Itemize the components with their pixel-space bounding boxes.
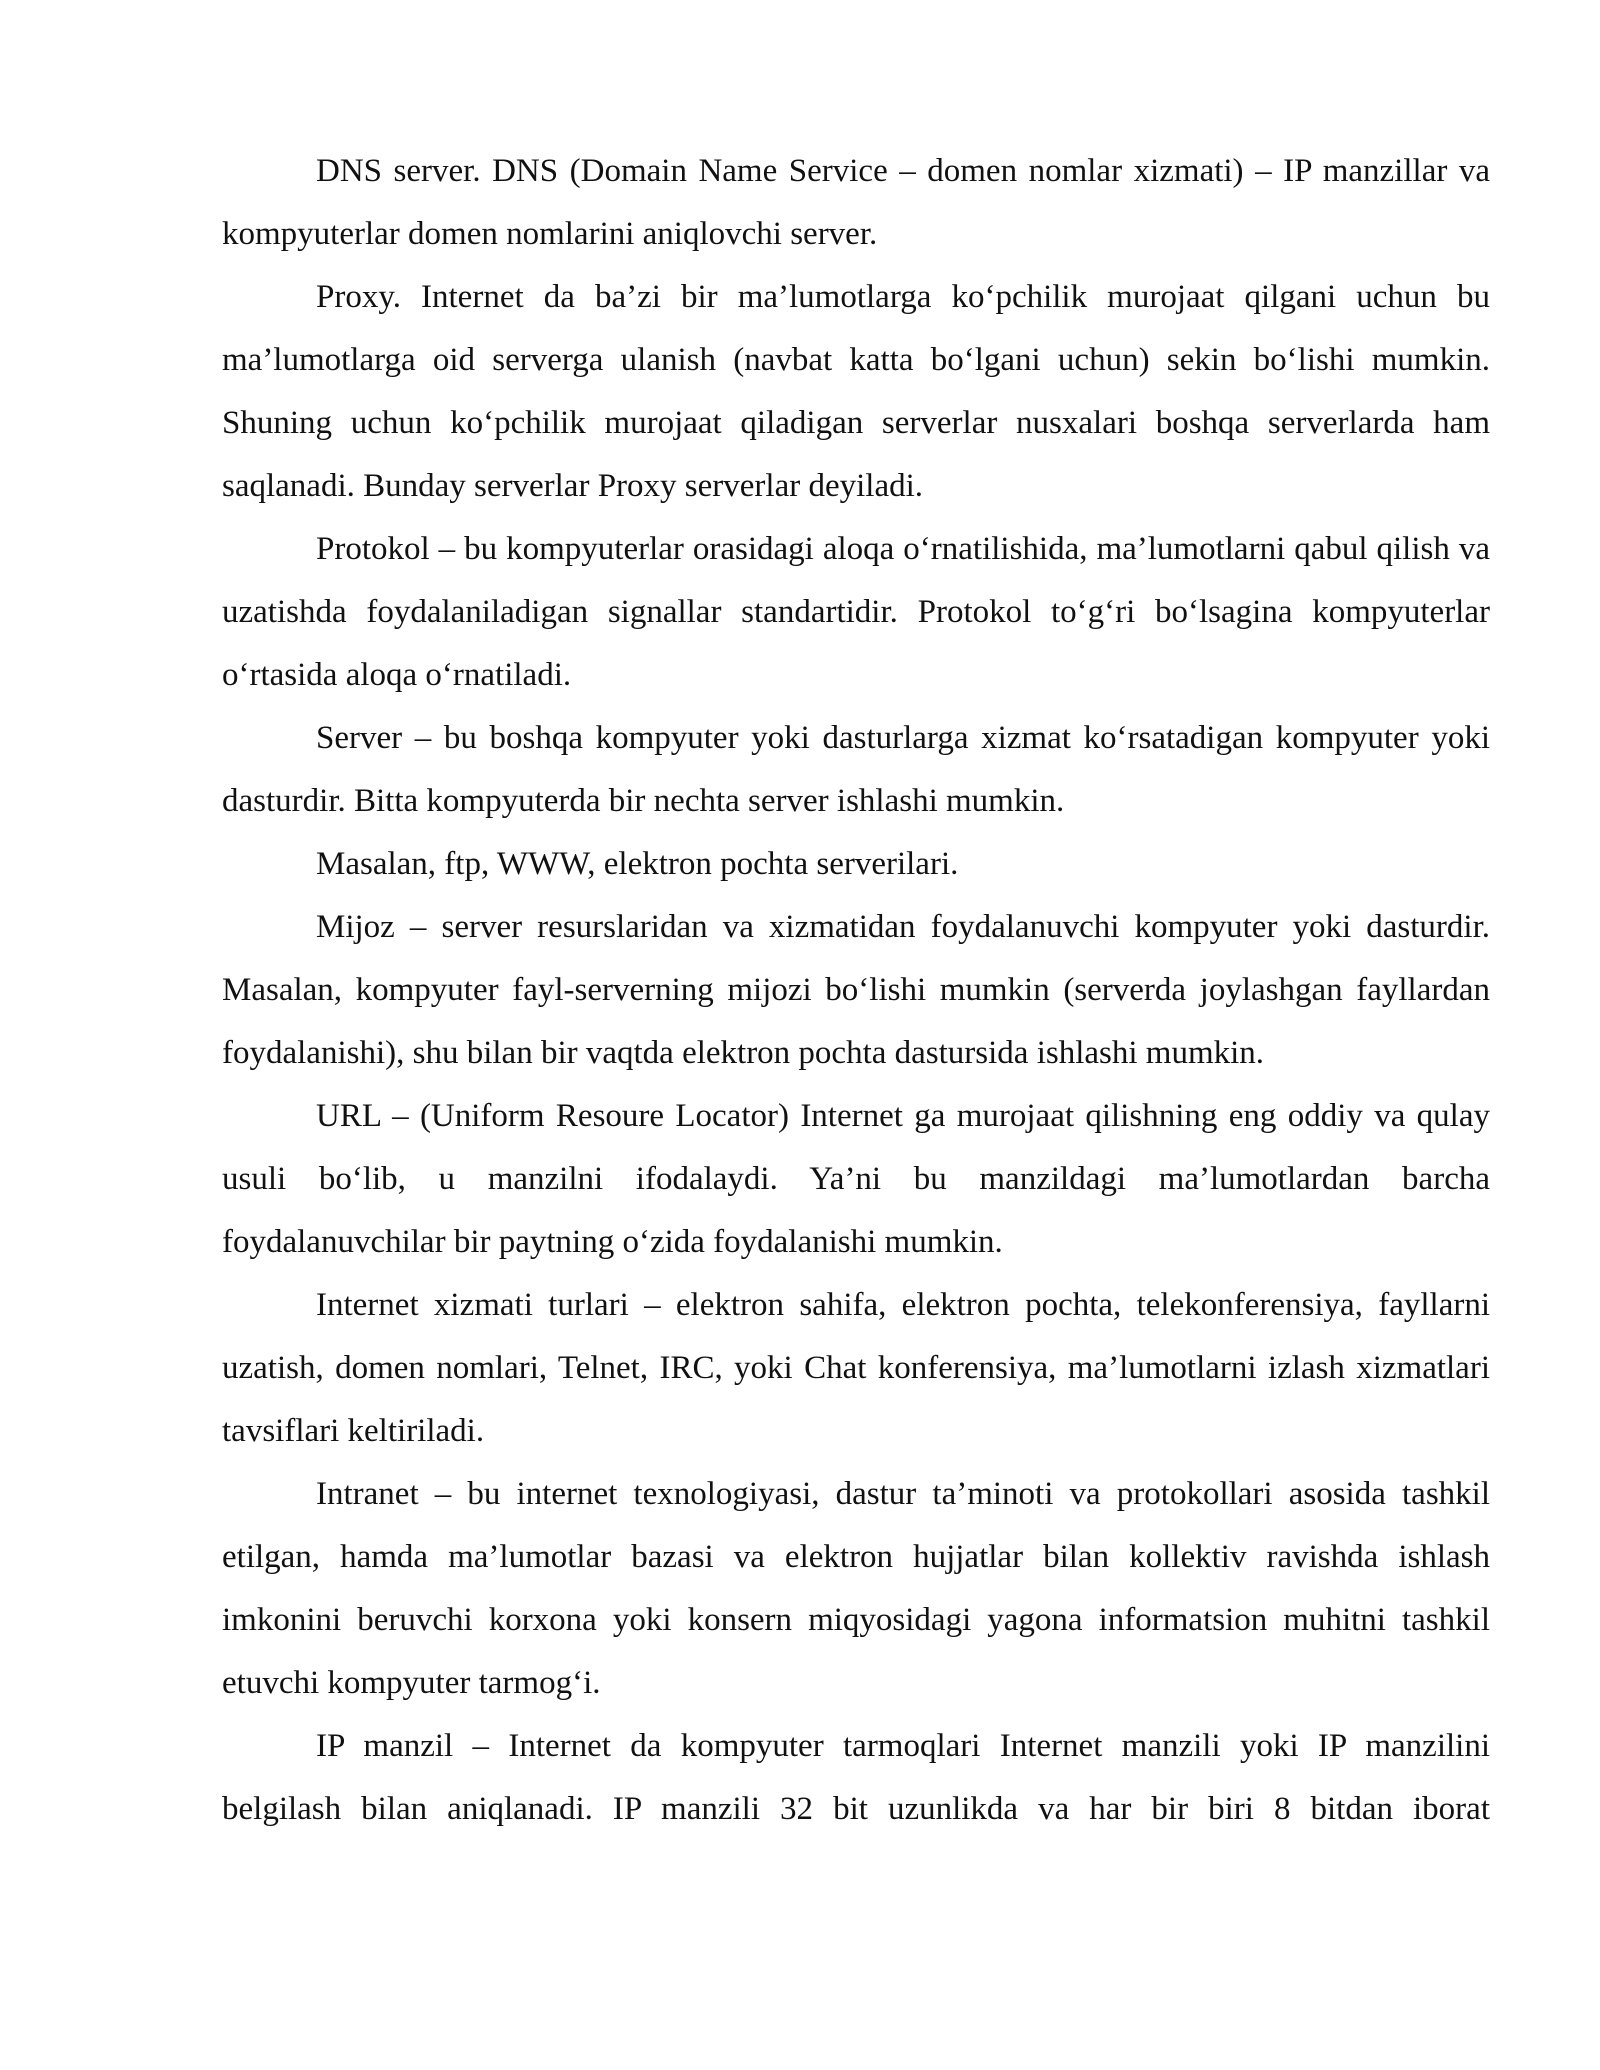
paragraph-server: Server – bu boshqa kompyuter yoki dasturlarga xizmat ko‘rsatadigan kompyuter yoki dasturdir. Bitta kompyuterda bir nechta server ishlashi mumkin. [222, 720, 1490, 819]
document-page [222, 140, 1490, 1841]
paragraph-ip-manzil: IP manzil – Internet da kompyuter tarmoqlari Internet manzili yoki IP manzilini belgilash bilan aniqlanadi. IP manzili 32 bit uzunlikda va har bir biri 8 bitdan iborat [222, 1728, 1490, 1827]
paragraph-protokol: Protokol – bu kompyuterlar orasidagi aloqa o‘rnatilishida, ma’lumotlarni qabul qilish va uzatishda foydalaniladigan signallar standartidir. Protokol to‘g‘ri bo‘lsagina kompyuterlar o‘rtasida aloqa o‘rnatiladi. [222, 531, 1490, 693]
paragraph-intranet: Intranet – bu internet texnologiyasi, dastur ta’minoti va protokollari asosida tashkil etilgan, hamda ma’lumotlar bazasi va elektron hujjatlar bilan kollektiv ravishda ishlash imkonini beruvchi korxona yoki konsern miqyosidagi yagona informatsion muhitni tashkil etuvchi kompyuter tarmog‘i. [222, 1476, 1490, 1701]
paragraph-proxy: Proxy. Internet da ba’zi bir ma’lumotlarga ko‘pchilik murojaat qilgani uchun bu ma’lumotlarga oid serverga ulanish (navbat katta bo‘lgani uchun) sekin bo‘lishi mumkin. Shuning uchun ko‘pchilik murojaat qiladigan serverlar nusxalari boshqa serverlarda ham saqlanadi. Bunday serverlar Proxy serverlar deyiladi. [222, 279, 1490, 504]
paragraph-dns-server: DNS server. DNS (Domain Name Service – domen nomlar xizmati) – IP manzillar va kompyuterlar domen nomlarini aniqlovchi server. [222, 153, 1490, 252]
paragraph-mijoz: Mijoz – server resurslaridan va xizmatidan foydalanuvchi kompyuter yoki dasturdir. Masalan, kompyuter fayl-serverning mijozi bo‘lishi mumkin (serverda joylashgan fayllardan foydalanishi), shu bilan bir vaqtda elektron pochta dastursida ishlashi mumkin. [222, 909, 1490, 1071]
paragraph-internet-xizmati: Internet xizmati turlari – elektron sahifa, elektron pochta, telekonferensiya, fayllarni uzatish, domen nomlari, Telnet, IRC, yoki Chat konferensiya, ma’lumotlarni izlash xizmatlari tavsiflari keltiriladi. [222, 1287, 1490, 1449]
paragraph-masalan: Masalan, ftp, WWW, elektron pochta serverilari. [316, 846, 959, 882]
paragraph-url: URL – (Uniform Resoure Locator) Internet ga murojaat qilishning eng oddiy va qulay usuli bo‘lib, u manzilni ifodalaydi. Ya’ni bu manzildagi ma’lumotlardan barcha foydalanuvchilar bir paytning o‘zida foydalanishi mumkin. [222, 1098, 1490, 1260]
